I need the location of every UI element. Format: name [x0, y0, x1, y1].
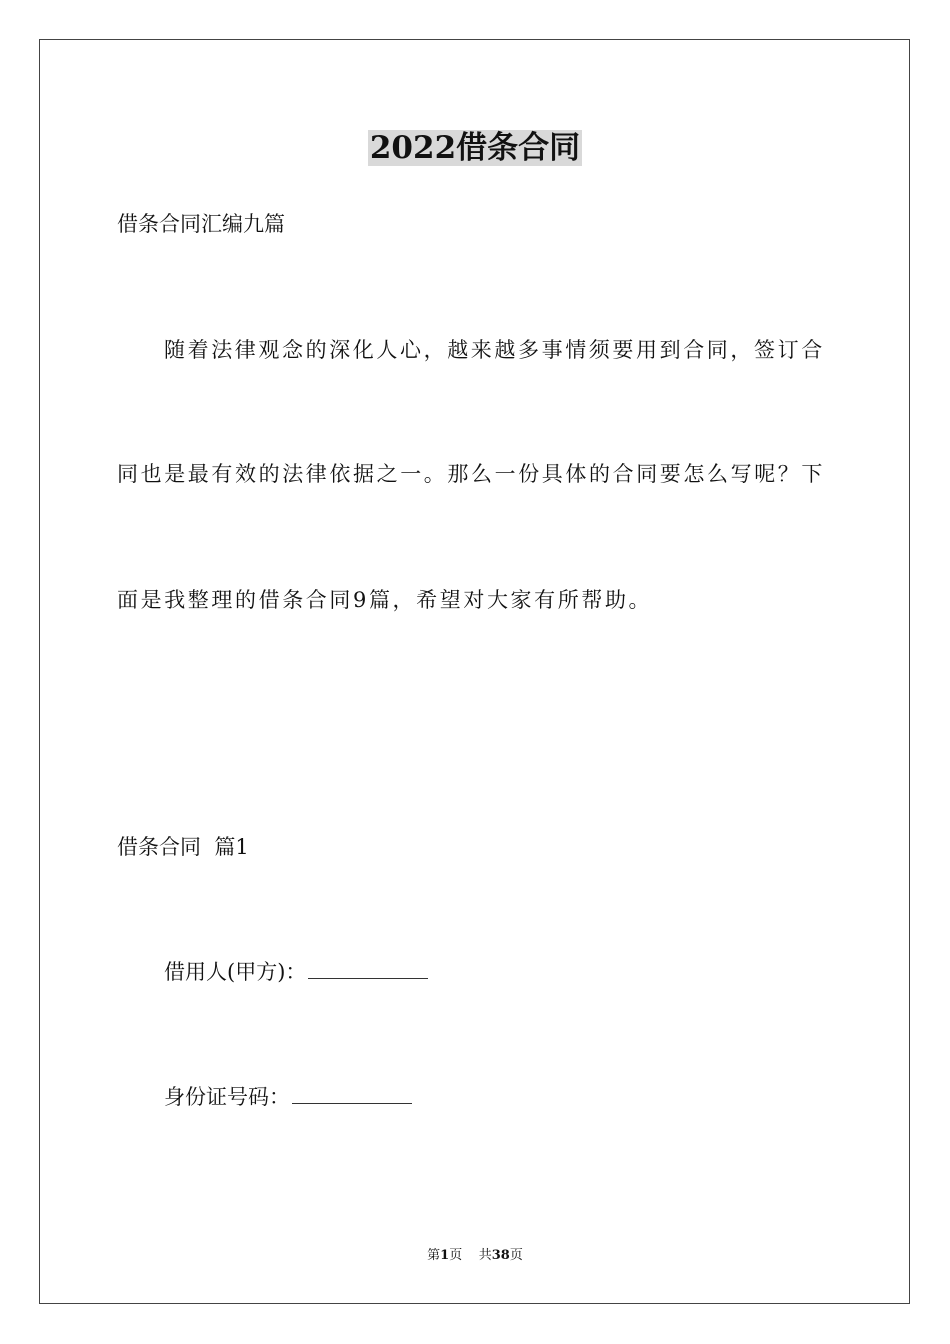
footer-page-suffix: 页	[509, 1248, 523, 1263]
field-borrower-label: 借用人(甲方)：	[164, 960, 307, 984]
footer-page-current: 1	[440, 1248, 450, 1263]
document-subtitle: 借条合同汇编九篇	[117, 212, 285, 236]
field-borrower-blank[interactable]	[308, 958, 428, 979]
footer-page-prefix: 第	[427, 1248, 441, 1263]
field-id-number-label: 身份证号码：	[164, 1085, 290, 1109]
field-id-number-blank[interactable]	[292, 1083, 412, 1104]
footer-page-mid: 页 共	[449, 1248, 492, 1263]
section-heading: 借条合同 篇1	[117, 835, 249, 859]
field-id-number	[164, 1082, 412, 1112]
intro-line-1: 随着法律观念的深化人心，越来越多事情须要用到合同，签订合	[164, 338, 825, 362]
field-borrower	[164, 957, 428, 987]
intro-line-3: 面是我整理的借条合同9篇，希望对大家有所帮助。	[117, 588, 653, 612]
intro-line-2: 同也是最有效的法律依据之一。那么一份具体的合同要怎么写呢？下	[117, 462, 825, 486]
document-title: 2022借条合同	[369, 130, 581, 166]
page-footer	[0, 1247, 950, 1265]
footer-page-total: 38	[491, 1248, 510, 1263]
